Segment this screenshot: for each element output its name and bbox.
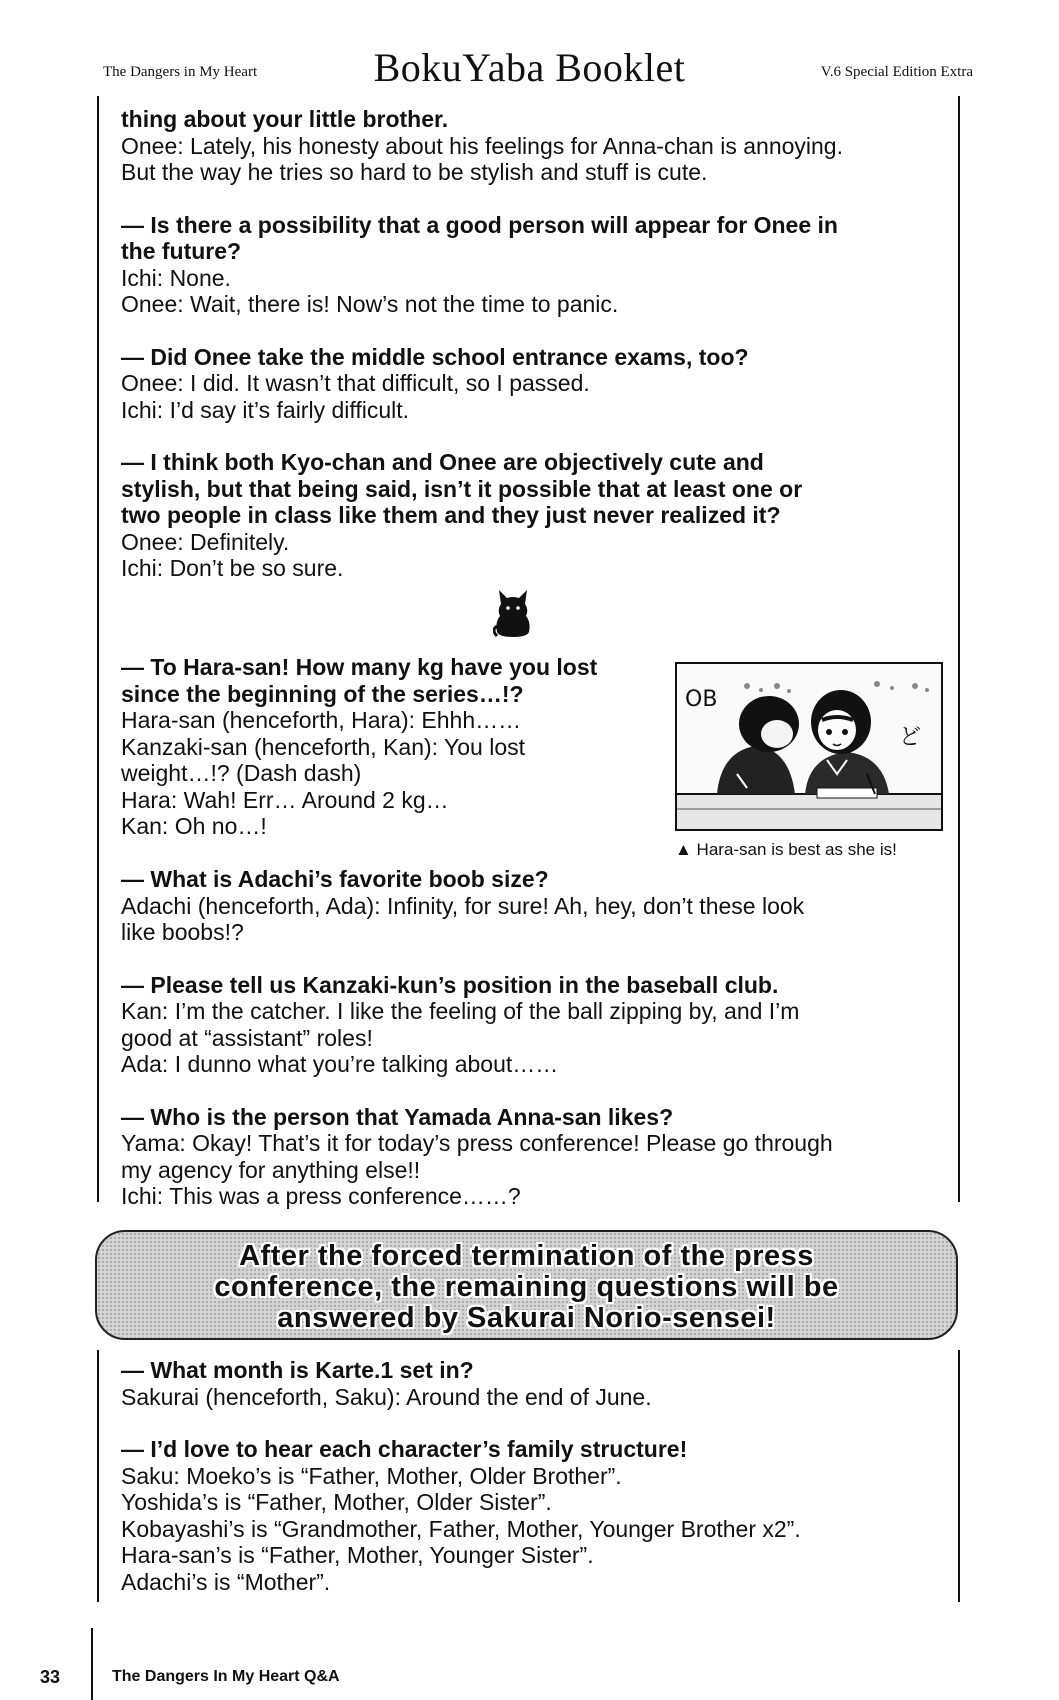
question-line: — Did Onee take the middle school entrance exams, too? xyxy=(121,343,749,370)
left-border-top xyxy=(97,96,99,1202)
paragraph-gap xyxy=(121,186,961,212)
svg-text:ど: ど xyxy=(899,725,922,750)
answer-line: Onee: I did. It wasn’t that difficult, so I passed. xyxy=(121,370,590,396)
header-series-name: The Dangers in My Heart xyxy=(103,64,258,80)
paragraph-gap xyxy=(121,423,961,449)
page-number: 33 xyxy=(40,1667,61,1687)
answer-line: Yoshida’s is “Father, Mother, Older Sister”. xyxy=(121,1489,552,1515)
answer-line: Kanzaki-san (henceforth, Kan): You lost xyxy=(121,733,526,760)
paragraph-gap xyxy=(121,946,961,972)
banner-line-2: conference, the remaining questions will be xyxy=(214,1271,839,1303)
question-line: — To Hara-san! How many kg have you lost xyxy=(121,654,598,680)
illustration-caption: ▲ Hara-san is best as she is! xyxy=(675,840,897,859)
answer-line: Yama: Okay! That’s it for today’s press conference! Please go through xyxy=(121,1130,833,1156)
answer-line: Ichi: I’d say it’s fairly difficult. xyxy=(121,396,410,423)
paragraph-gap xyxy=(121,1078,961,1104)
left-border-bottom xyxy=(97,1350,99,1602)
question-line: — What month is Karte.1 set in? xyxy=(121,1357,474,1383)
question-line: — I think both Kyo-chan and Onee are objectively cute and xyxy=(121,449,764,475)
answer-line: But the way he tries so hard to be stylish and stuff is cute. xyxy=(121,159,708,185)
answer-line: Ichi: Don’t be so sure. xyxy=(121,555,344,581)
answer-line: my agency for anything else!! xyxy=(121,1156,421,1183)
question-line: two people in class like them and they just never realized it? xyxy=(121,502,781,528)
qa-section-onee xyxy=(121,106,961,582)
question-line: the future? xyxy=(121,238,242,264)
svg-text:OB: OB xyxy=(685,687,718,712)
answer-line: Onee: Lately, his honesty about his feelings for Anna-chan is annoying. xyxy=(121,132,843,159)
question-line: — Who is the person that Yamada Anna-san likes? xyxy=(121,1103,674,1130)
answer-line: Ichi: None. xyxy=(121,264,231,291)
answer-line: Hara: Wah! Err… Around 2 kg… xyxy=(121,786,449,813)
answer-line: Hara-san (henceforth, Hara): Ehhh…… xyxy=(121,707,522,733)
answer-line: Onee: Definitely. xyxy=(121,528,290,555)
question-line: — I’d love to hear each character’s family structure! xyxy=(121,1436,688,1462)
answer-line: Kan: Oh no…! xyxy=(121,813,267,839)
question-line: stylish, but that being said, isn’t it possible that at least one or xyxy=(121,475,803,502)
header-edition: V.6 Special Edition Extra xyxy=(820,64,973,80)
manga-illustration xyxy=(675,662,943,831)
question-line: thing about your little brother. xyxy=(121,106,449,132)
announcement-banner xyxy=(95,1230,958,1340)
booklet-title: BokuYaba Booklet xyxy=(373,45,686,90)
answer-line: weight…!? (Dash dash) xyxy=(121,760,362,786)
cat-icon xyxy=(493,586,533,643)
question-line: — Is there a possibility that a good person will appear for Onee in xyxy=(121,211,838,238)
question-line: since the beginning of the series…!? xyxy=(121,680,524,707)
paragraph-gap xyxy=(121,1410,961,1436)
answer-line: Ada: I dunno what you’re talking about…… xyxy=(121,1051,559,1077)
answer-line: Hara-san’s is “Father, Mother, Younger Sister”. xyxy=(121,1542,594,1568)
qa-section-adachi-kanzaki xyxy=(121,866,961,1210)
answer-line: like boobs!? xyxy=(121,919,244,945)
answer-line: Adachi (henceforth, Ada): Infinity, for sure! Ah, hey, don’t these look xyxy=(121,892,805,919)
answer-line: good at “assistant” roles! xyxy=(121,1024,373,1051)
answer-line: Saku: Moeko’s is “Father, Mother, Older Brother”. xyxy=(121,1462,622,1489)
banner-line-1: After the forced termination of the press xyxy=(239,1240,814,1272)
footer-divider xyxy=(91,1628,93,1700)
answer-line: Sakurai (henceforth, Saku): Around the end of June. xyxy=(121,1383,652,1410)
answer-line: Ichi: This was a press conference……? xyxy=(121,1183,521,1209)
answer-line: Kobayashi’s is “Grandmother, Father, Mother, Younger Brother x2”. xyxy=(121,1515,801,1542)
qa-section-sakurai xyxy=(121,1357,961,1595)
paragraph-gap xyxy=(121,318,961,344)
question-line: — Please tell us Kanzaki-kun’s position in the baseball club. xyxy=(121,971,779,998)
qa-section-hara xyxy=(121,654,671,840)
footer-title: The Dangers In My Heart Q&A xyxy=(112,1668,340,1685)
question-line: — What is Adachi’s favorite boob size? xyxy=(121,866,549,892)
answer-line: Adachi’s is “Mother”. xyxy=(121,1568,331,1595)
banner-line-3: answered by Sakurai Norio-sensei! xyxy=(277,1302,776,1334)
answer-line: Onee: Wait, there is! Now’s not the time to panic. xyxy=(121,291,619,317)
answer-line: Kan: I’m the catcher. I like the feeling of the ball zipping by, and I’m xyxy=(121,998,800,1024)
